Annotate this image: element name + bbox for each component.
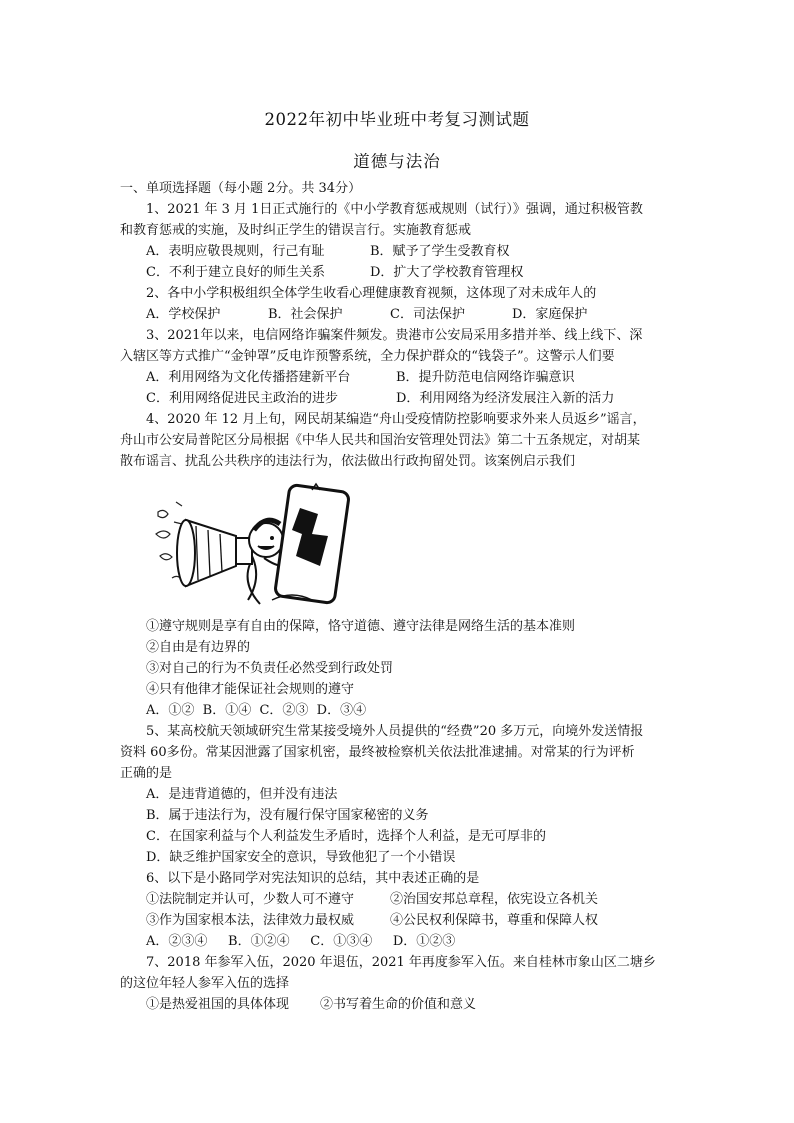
q1-options-row1 bbox=[120, 241, 676, 262]
q6-statements-row1 bbox=[120, 889, 676, 910]
q5-stem-line1: 5、某高校航天领域研究生常某接受境外人员提供的“经费”20 多万元，向境外发送情报 bbox=[146, 724, 644, 739]
question-1 bbox=[120, 199, 676, 283]
q4-statement-1: ①遵守规则是享有自由的保障，恪守道德、遵守法律是网络生活的基本准则 bbox=[146, 619, 576, 634]
q6-statements-row2 bbox=[120, 910, 676, 931]
q2-option-b: B．社会保护 bbox=[268, 307, 343, 322]
exam-body bbox=[120, 178, 676, 1015]
question-7 bbox=[120, 952, 676, 1015]
question-4 bbox=[120, 409, 676, 721]
q7-stem-line2: 的这位年轻人参军入伍的选择 bbox=[120, 976, 290, 991]
q4-statement-4: ④只有他律才能保证社会规则的遵守 bbox=[146, 682, 355, 697]
question-6 bbox=[120, 868, 676, 952]
q3-option-a: A．利用网络为文化传播搭建新平台 bbox=[146, 370, 351, 385]
q4-stem-line2: 舟山市公安局普陀区分局根据《中华人民共和国治安管理处罚法》第二十五条规定，对胡某 bbox=[120, 433, 641, 448]
q3-stem-line1: 3、2021年以来，电信网络诈骗案件频发。贵港市公安局采用多措并举、线上线下、深 bbox=[146, 328, 643, 343]
q5-option-b: B．属于违法行为，没有履行保守国家秘密的义务 bbox=[146, 808, 429, 823]
rumor-cartoon-illustration bbox=[152, 482, 352, 606]
section-heading: 一、单项选择题（每小题 2分。共 34分） bbox=[120, 181, 362, 196]
subject-title: 道德与法治 bbox=[353, 152, 441, 171]
q1-options-row2 bbox=[120, 262, 676, 283]
q7-statements-row1 bbox=[120, 994, 676, 1015]
q2-options-row bbox=[120, 304, 676, 325]
q6-statement-1: ①法院制定并认可，少数人可不遵守 bbox=[146, 892, 355, 907]
q1-option-b: B．赋予了学生受教育权 bbox=[370, 244, 510, 259]
q2-option-a: A．学校保护 bbox=[146, 307, 221, 322]
question-3 bbox=[120, 325, 676, 409]
q5-option-a: A．是违背道德的，但并没有违法 bbox=[146, 787, 338, 802]
q2-option-c: C．司法保护 bbox=[390, 307, 465, 322]
q2-stem: 2、各中小学积极组织全体学生收看心理健康教育视频，这体现了对未成年人的 bbox=[146, 286, 597, 301]
q5-stem-line2: 资料 60多份。常某因泄露了国家机密，最终被检察机关依法批准逮捕。对常某的行为评析 bbox=[120, 745, 635, 760]
q5-option-c: C．在国家利益与个人利益发生矛盾时，选择个人利益，是无可厚非的 bbox=[146, 829, 546, 844]
q3-options-row2 bbox=[120, 388, 676, 409]
q1-option-c: C．不利于建立良好的师生关系 bbox=[146, 265, 325, 280]
q6-stem: 6、以下是小路同学对宪法知识的总结，其中表述正确的是 bbox=[146, 871, 480, 886]
q6-statement-3: ③作为国家根本法，法律效力最权威 bbox=[146, 913, 355, 928]
q4-options: A．①② B．①④ C．②③ D．③④ bbox=[146, 703, 367, 718]
q6-statement-4: ④公民权利保障书，尊重和保障人权 bbox=[390, 913, 599, 928]
q7-statement-2: ②书写着生命的价值和意义 bbox=[320, 997, 477, 1012]
q3-stem-line2: 入辖区等方式推广“金钟罩”反电诈预警系统，全力保护群众的“钱袋子”。这警示人们要 bbox=[120, 349, 615, 364]
q3-option-d: D．利用网络为经济发展注入新的活力 bbox=[396, 391, 615, 406]
q1-option-d: D．扩大了学校教育管理权 bbox=[370, 265, 524, 280]
q3-option-b: B．提升防范电信网络诈骗意识 bbox=[396, 370, 575, 385]
q4-statement-3: ③对自己的行为不负责任必然受到行政处罚 bbox=[146, 661, 394, 676]
q4-stem-line3: 散布谣言、扰乱公共秩序的违法行为，依法做出行政拘留处罚。该案例启示我们 bbox=[120, 454, 576, 469]
q6-options: A．②③④ B．①②④ C．①③④ D．①②③ bbox=[146, 934, 456, 949]
q1-option-a: A．表明应敬畏规则，行己有耻 bbox=[146, 244, 325, 259]
question-2 bbox=[120, 283, 676, 325]
exam-title: 2022年初中毕业班中考复习测试题 bbox=[264, 110, 530, 129]
q5-stem-line3: 正确的是 bbox=[120, 766, 173, 781]
q3-option-c: C．利用网络促进民主政治的进步 bbox=[146, 391, 338, 406]
q6-statement-2: ②治国安邦总章程，依宪设立各机关 bbox=[390, 892, 599, 907]
q7-stem-line1: 7、2018 年参军入伍，2020 年退伍，2021 年再度参军入伍。来自桂林市象山区二塘乡 bbox=[146, 955, 656, 970]
q2-option-d: D．家庭保护 bbox=[512, 307, 588, 322]
q1-stem-line2: 和教育惩戒的实施，及时纠正学生的错误言行。实施教育惩戒 bbox=[120, 223, 472, 238]
question-5 bbox=[120, 721, 676, 868]
q4-statement-2: ②自由是有边界的 bbox=[146, 640, 251, 655]
q5-option-d: D．缺乏维护国家安全的意识，导致他犯了一个小错误 bbox=[146, 850, 456, 865]
cartoon-megaphone-phone-image bbox=[152, 482, 352, 606]
q4-stem-line1: 4、2020 年 12 月上旬，网民胡某编造“舟山受疫情防控影响要求外来人员返乡”谣言， bbox=[146, 412, 646, 427]
q3-options-row1 bbox=[120, 367, 676, 388]
q1-stem-line1: 1、2021 年 3 月 1日正式施行的《中小学教育惩戒规则（试行）》强调，通过积极管教 bbox=[146, 202, 643, 217]
q7-statement-1: ①是热爱祖国的具体体现 bbox=[146, 997, 290, 1012]
